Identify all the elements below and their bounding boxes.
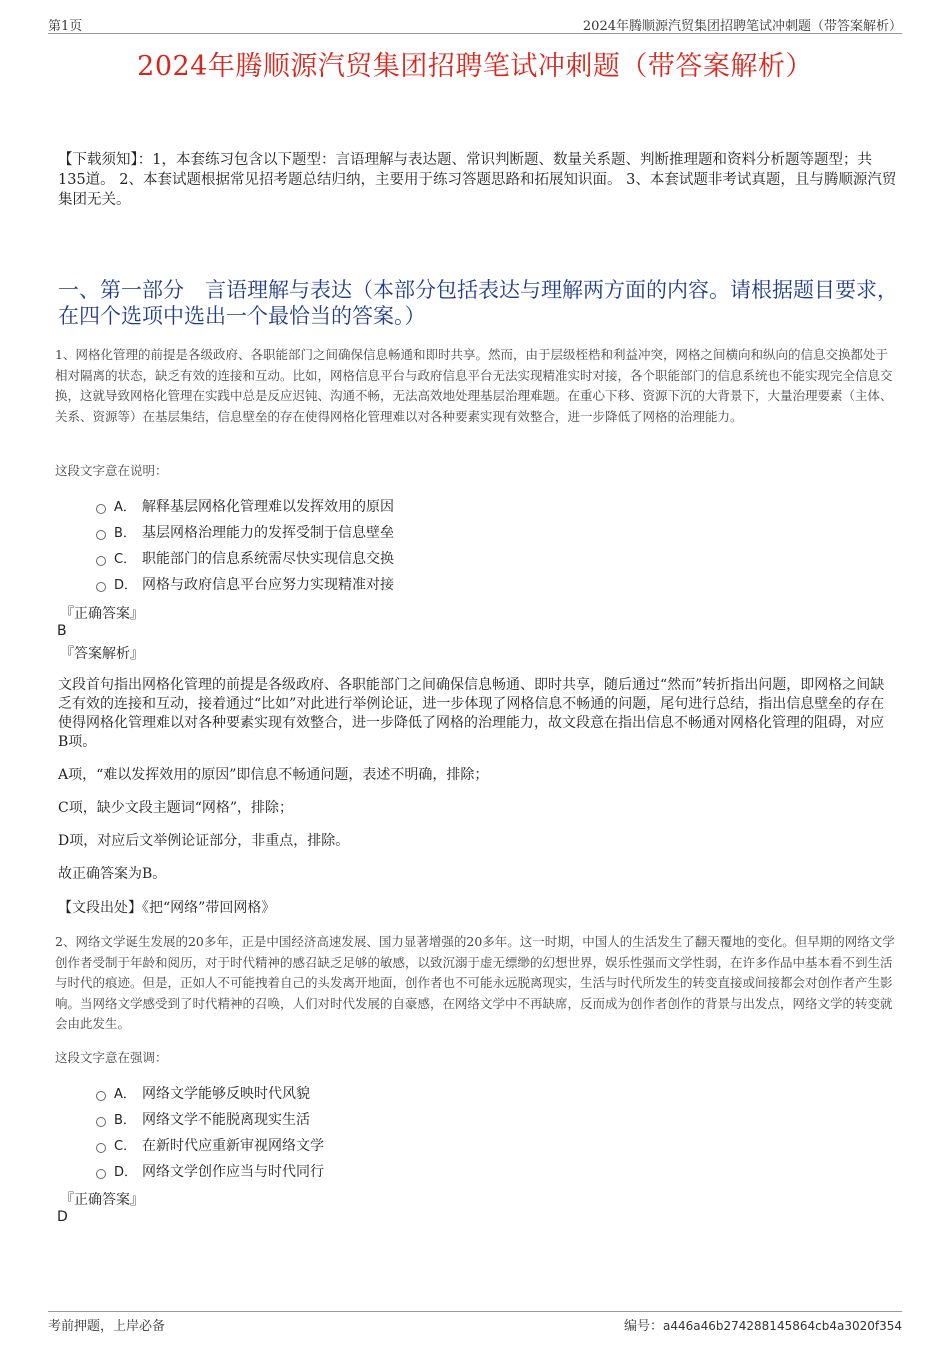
question-1-answer: B [57,623,67,639]
question-1-prompt: 这段文字意在说明： [55,463,168,478]
question-2-option-b[interactable]: B． 网络文学不能脱离现实生活 [96,1109,310,1129]
radio-icon[interactable] [96,530,106,540]
question-1-passage: 1、网格化管理的前提是各级政府、各职能部门之间确保信息畅通和即时共享。然而，由于层级桎梏和利益冲突，网格之间横向和纵向的信息交换都处于相对隔离的状态，缺乏有效的连接和互动。比如，网格信息平台与政府信息平台无法实现精准实时对接，各个职能部门的信息系统也不能实现完全信息交换，这就导致网格化管理在实践中总是反应迟钝、沟通不畅，无法高效地处理基层治理难题。在重心下移、资源下沉的大背景下，大量治理要素（主体、关系、资源等）在基层集结，信息壁垒的存在使得网格化管理难以对各种要素实现有效整合，进一步降低了网格的治理能力。 [55,347,893,424]
question-1-analysis-d: D项，对应后文举例论证部分，非重点，排除。 [58,833,350,849]
document-title: 2024年腾顺源汽贸集团招聘笔试冲刺题（带答案解析） [137,51,813,82]
page-header [48,15,902,34]
question-2-prompt: 这段文字意在强调： [55,1050,168,1065]
page-number: 第1页 [48,19,83,34]
question-1-analysis-main: 文段首句指出网格化管理的前提是各级政府、各职能部门之间确保信息畅通、即时共享，随后通过“然而”转折指出问题，即网格之间缺乏有效的连接和互动，接着通过“比如”对此进行举例论证，进一步体现了网格信息不畅通的问题，尾句进行总结，指出信息壁垒的存在使得网格化管理难以对各种要素实现有效整合，进一步降低了网格的治理能力，故文段意在指出信息不畅通对网格化管理的阻碍，对应B项。 [58,677,885,750]
section-title: 一、第一部分 言语理解与表达（本部分包括表达与理解两方面的内容。请根据题目要求，在四个选项中选出一个最恰当的答案。） [58,278,898,328]
question-1-answer-label: 『正确答案』 [60,606,144,622]
footer-code-value: a446a46b274288145864cb4a3020f354 [663,1319,902,1333]
question-1-analysis-label: 『答案解析』 [60,646,144,662]
radio-icon[interactable] [96,504,106,514]
question-2-answer: D [57,1209,68,1225]
download-notice: 【下载须知】：1，本套练习包含以下题型：言语理解与表达题、常识判断题、数量关系题、判断推理题和资料分析题等题型；共135道。 2、本套试题根据常见招考题总结归纳，主要用于练习答题思路和拓展知识面。 3、本套试题非考试真题，且与腾顺源汽贸集团无关。 [58,152,897,208]
question-2-option-c[interactable]: C． 在新时代应重新审视网络文学 [96,1135,324,1155]
question-1-option-d[interactable]: D． 网格与政府信息平台应努力实现精准对接 [96,574,394,594]
footer-divider [48,1311,902,1312]
radio-icon[interactable] [96,1091,106,1101]
question-2-option-a[interactable]: A． 网络文学能够反映时代风貌 [96,1083,310,1103]
radio-icon[interactable] [96,1143,106,1153]
question-2-passage: 2、网络文学诞生发展的20多年，正是中国经济高速发展、国力显著增强的20多年。这一时期，中国人的生活发生了翻天覆地的变化。但早期的网络文学创作者受制于年龄和阅历，对于时代精神的感召缺乏足够的敏感，以致沉溺于虚无缥缈的幻想世界，娱乐性强而文学性弱，在许多作品中基本看不到生活与时代的痕迹。但是，正如人不可能拽着自己的头发离开地面，创作者也不可能永远脱离现实，生活与时代所发生的转变直接或间接都会对创作者产生影响。当网络文学感受到了时代精神的召唤，人们对时代发展的自豪感，在网络文学中不再缺席，反而成为创作者创作的背景与出发点，网络文学的转变就会由此发生。 [55,934,895,1031]
question-1-option-c[interactable]: C． 职能部门的信息系统需尽快实现信息交换 [96,548,394,568]
question-1-analysis-conclusion: 故正确答案为B。 [58,866,167,882]
header-doc-title: 2024年腾顺源汽贸集团招聘笔试冲刺题（带答案解析） [582,19,902,34]
question-2-option-d[interactable]: D． 网络文学创作应当与时代同行 [96,1161,324,1181]
question-1-analysis-a: A项，“难以发挥效用的原因”即信息不畅通问题，表述不明确，排除； [58,767,489,783]
radio-icon[interactable] [96,1169,106,1179]
radio-icon[interactable] [96,556,106,566]
footer-code: 编号：a446a46b274288145864cb4a3020f354 [623,1319,902,1334]
question-1-analysis-c: C项，缺少文段主题词“网格”，排除； [58,800,294,816]
radio-icon[interactable] [96,582,106,592]
question-2-answer-label: 『正确答案』 [60,1192,144,1208]
question-1-option-b[interactable]: B． 基层网格治理能力的发挥受制于信息壁垒 [96,522,394,542]
question-1-source: 【文段出处】《把“网络”带回网格》 [58,900,276,916]
footer-slogan: 考前押题，上岸必备 [48,1319,166,1334]
question-1-option-a[interactable]: A． 解释基层网格化管理难以发挥效用的原因 [96,496,394,516]
radio-icon[interactable] [96,1117,106,1127]
